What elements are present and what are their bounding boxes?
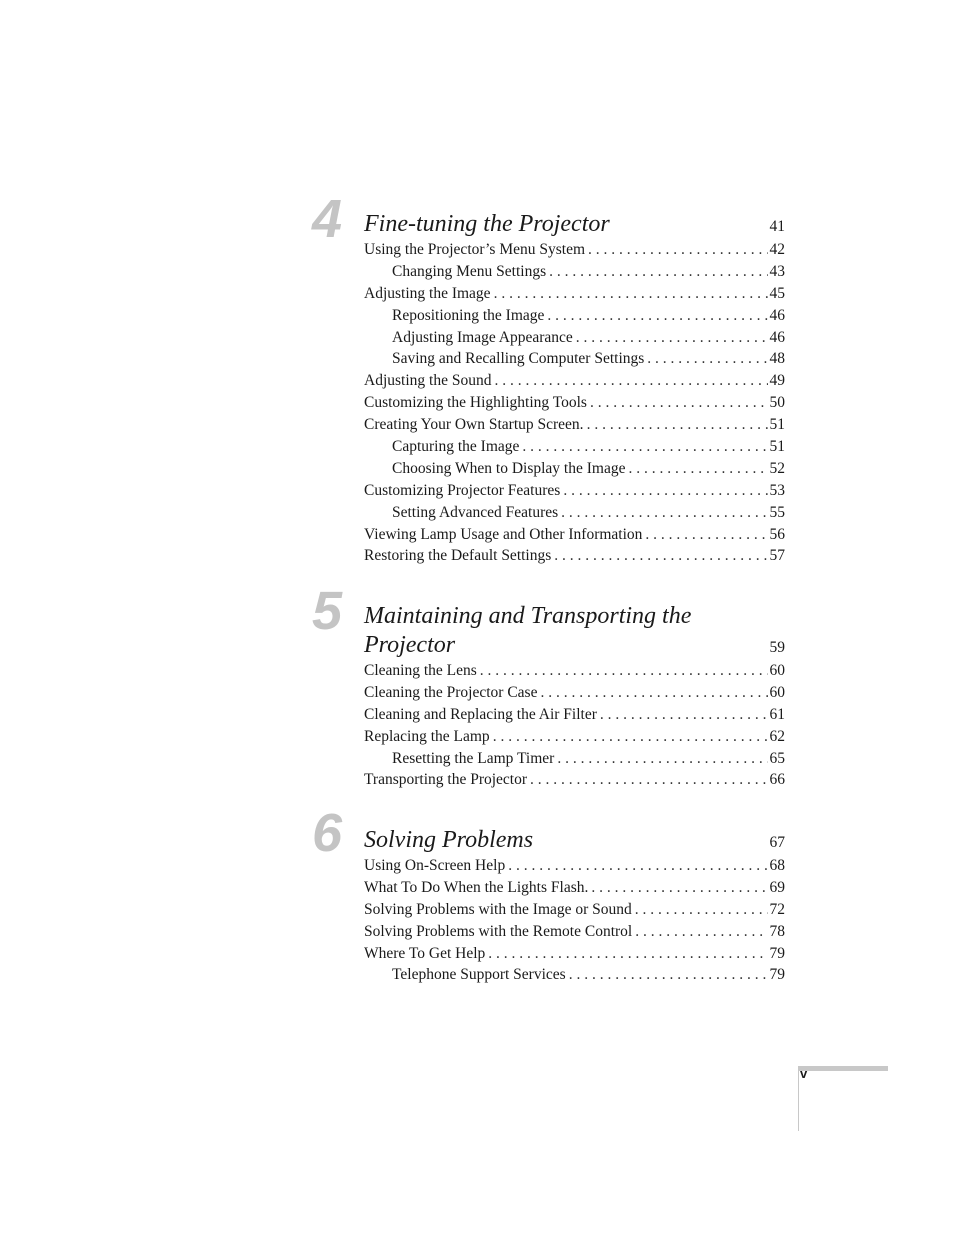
entry-label: Viewing Lamp Usage and Other Information bbox=[364, 525, 643, 543]
entry-label: Customizing Projector Features bbox=[364, 481, 561, 499]
entry-label: Restoring the Default Settings bbox=[364, 547, 552, 565]
chapter-title-row[interactable] bbox=[364, 210, 785, 239]
leader-dots bbox=[587, 414, 768, 436]
chapter-title-line1: Maintaining and Transporting the bbox=[364, 603, 692, 629]
toc-entry[interactable] bbox=[364, 726, 785, 748]
toc-entry[interactable] bbox=[364, 769, 785, 791]
entry-page: 43 bbox=[769, 262, 785, 280]
entry-list bbox=[364, 239, 785, 567]
leader-dots bbox=[569, 964, 768, 986]
entry-page: 53 bbox=[769, 481, 785, 499]
entry-label: Transporting the Projector bbox=[364, 771, 528, 789]
entry-label: Choosing When to Display the Image bbox=[392, 459, 626, 477]
toc-entry[interactable] bbox=[364, 305, 785, 327]
entry-label: Adjusting Image Appearance bbox=[392, 328, 573, 346]
toc-entry[interactable] bbox=[364, 458, 785, 480]
toc-entry[interactable] bbox=[364, 261, 785, 283]
entry-list bbox=[364, 855, 785, 986]
entry-page: 79 bbox=[769, 944, 785, 962]
toc-entry[interactable] bbox=[364, 855, 785, 877]
leader-dots bbox=[488, 943, 767, 965]
entry-page: 51 bbox=[769, 416, 785, 434]
entry-label: Capturing the Image bbox=[392, 438, 520, 456]
entry-page: 51 bbox=[769, 438, 785, 456]
toc-entries bbox=[364, 826, 785, 986]
toc-entries bbox=[364, 602, 785, 791]
entry-label: Solving Problems with the Remote Control bbox=[364, 922, 633, 940]
toc-entry[interactable] bbox=[364, 480, 785, 502]
leader-dots bbox=[494, 370, 767, 392]
toc-entry[interactable] bbox=[364, 682, 785, 704]
toc-entry[interactable] bbox=[364, 524, 785, 546]
entry-label: What To Do When the Lights Flash. bbox=[364, 878, 589, 896]
toc-entry[interactable] bbox=[364, 704, 785, 726]
toc-entry[interactable] bbox=[364, 660, 785, 682]
toc-entry[interactable] bbox=[364, 943, 785, 965]
entry-page: 55 bbox=[769, 503, 785, 521]
entry-label: Using On-Screen Help bbox=[364, 857, 506, 874]
entry-page: 65 bbox=[769, 749, 785, 767]
leader-dots bbox=[588, 239, 767, 261]
entry-page: 56 bbox=[769, 525, 785, 543]
toc-entry[interactable] bbox=[364, 748, 785, 770]
leader-dots bbox=[549, 261, 767, 283]
entry-page: 52 bbox=[769, 459, 785, 477]
entry-label: Creating Your Own Startup Screen. bbox=[364, 416, 584, 434]
toc-entry[interactable] bbox=[364, 436, 785, 458]
leader-dots bbox=[508, 855, 767, 877]
leader-dots bbox=[554, 545, 767, 567]
entry-page: 57 bbox=[769, 547, 785, 565]
folio-bar bbox=[798, 1066, 888, 1071]
entry-page: 46 bbox=[769, 328, 785, 346]
entry-page: 66 bbox=[769, 771, 785, 789]
entry-label: Changing Menu Settings bbox=[392, 262, 547, 280]
chapter-title: Fine-tuning the Projector bbox=[364, 211, 610, 237]
toc-entry[interactable] bbox=[364, 327, 785, 349]
entry-label: Saving and Recalling Computer Settings bbox=[392, 350, 645, 368]
entry-label: Setting Advanced Features bbox=[392, 503, 559, 521]
entry-label: Resetting the Lamp Timer bbox=[392, 749, 555, 767]
entry-page: 72 bbox=[769, 900, 785, 918]
chapter-number: 6 bbox=[311, 803, 342, 863]
toc-entry[interactable] bbox=[364, 414, 785, 436]
leader-dots bbox=[557, 748, 767, 770]
entry-label: Repositioning the Image bbox=[392, 306, 545, 324]
leader-dots bbox=[635, 921, 767, 943]
toc-entry[interactable] bbox=[364, 899, 785, 921]
toc-entry[interactable] bbox=[364, 370, 785, 392]
chapter-page: 59 bbox=[769, 639, 785, 656]
leader-dots bbox=[480, 660, 768, 682]
entry-label: Customizing the Highlighting Tools bbox=[364, 394, 587, 412]
entry-page: 60 bbox=[769, 683, 785, 701]
leader-dots bbox=[576, 327, 768, 349]
entry-label: Solving Problems with the Image or Sound bbox=[364, 900, 632, 918]
entry-label: Telephone Support Services bbox=[392, 966, 566, 984]
toc-entry[interactable] bbox=[364, 964, 785, 986]
entry-page: 68 bbox=[769, 857, 785, 874]
toc-entry[interactable] bbox=[364, 545, 785, 567]
entry-page: 45 bbox=[769, 284, 785, 302]
entry-label: Using the Projector’s Menu System bbox=[364, 241, 586, 258]
folio-rule bbox=[798, 1071, 799, 1131]
entry-page: 48 bbox=[769, 350, 785, 368]
leader-dots bbox=[563, 480, 767, 502]
chapter-title-row[interactable] bbox=[364, 826, 785, 855]
chapter-number: 5 bbox=[311, 581, 342, 641]
toc-entry[interactable] bbox=[364, 239, 785, 261]
entry-label: Adjusting the Image bbox=[364, 284, 491, 302]
entry-label: Cleaning the Projector Case bbox=[364, 683, 538, 701]
chapter-title: Solving Problems bbox=[364, 827, 534, 853]
toc-entry[interactable] bbox=[364, 877, 785, 899]
leader-dots bbox=[540, 682, 767, 704]
chapter-title-row[interactable] bbox=[364, 631, 785, 660]
leader-dots bbox=[522, 436, 767, 458]
entry-label: Cleaning and Replacing the Air Filter bbox=[364, 705, 597, 723]
leader-dots bbox=[591, 877, 767, 899]
leader-dots bbox=[493, 726, 768, 748]
entry-page: 50 bbox=[769, 394, 785, 412]
entry-list bbox=[364, 660, 785, 791]
toc-entry[interactable] bbox=[364, 392, 785, 414]
entry-page: 69 bbox=[769, 878, 785, 896]
page-number: v bbox=[800, 1066, 808, 1081]
entry-label: Adjusting the Sound bbox=[364, 372, 492, 390]
leader-dots bbox=[494, 283, 768, 305]
leader-dots bbox=[530, 769, 767, 791]
leader-dots bbox=[561, 502, 767, 524]
entry-page: 60 bbox=[769, 662, 785, 679]
toc-entry[interactable] bbox=[364, 348, 785, 370]
toc-entry[interactable] bbox=[364, 502, 785, 524]
entry-page: 78 bbox=[769, 922, 785, 940]
leader-dots bbox=[590, 392, 768, 414]
leader-dots bbox=[635, 899, 768, 921]
leader-dots bbox=[645, 524, 767, 546]
entry-page: 61 bbox=[769, 705, 785, 723]
chapter-page: 67 bbox=[769, 834, 785, 851]
leader-dots bbox=[628, 458, 767, 480]
entry-page: 46 bbox=[769, 306, 785, 324]
entry-page: 79 bbox=[769, 966, 785, 984]
toc-entries bbox=[364, 210, 785, 567]
leader-dots bbox=[547, 305, 767, 327]
entry-label: Where To Get Help bbox=[364, 944, 486, 962]
leader-dots bbox=[600, 704, 768, 726]
entry-label: Replacing the Lamp bbox=[364, 727, 490, 745]
entry-page: 62 bbox=[769, 727, 785, 745]
chapter-number: 4 bbox=[311, 189, 342, 249]
entry-page: 42 bbox=[769, 241, 785, 258]
toc-entry[interactable] bbox=[364, 921, 785, 943]
chapter-title: Projector bbox=[364, 632, 456, 658]
leader-dots bbox=[647, 348, 767, 370]
toc-entry[interactable] bbox=[364, 283, 785, 305]
entry-page: 49 bbox=[769, 372, 785, 390]
chapter-page: 41 bbox=[769, 218, 785, 235]
entry-label: Cleaning the Lens bbox=[364, 662, 477, 679]
